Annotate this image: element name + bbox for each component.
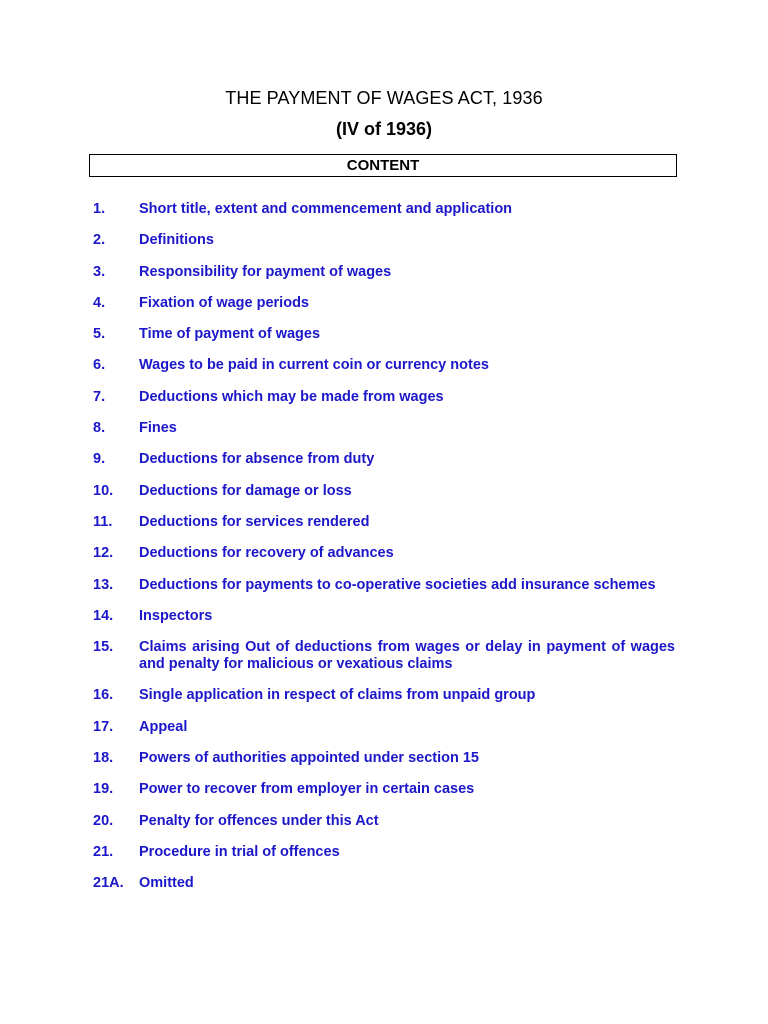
toc-item-title: Claims arising Out of deductions from wages or delay in payment of wages and penalty for malicious or vexatious claims <box>139 639 675 673</box>
toc-item <box>93 719 675 736</box>
toc-item-number: 13. <box>93 576 114 593</box>
toc-item <box>93 813 675 830</box>
toc-item-title: Procedure in trial of offences <box>139 843 340 860</box>
toc-item-title: Deductions for recovery of advances <box>139 545 394 562</box>
toc-item-number: 21A. <box>93 875 124 892</box>
toc-item-title: Fines <box>139 420 177 437</box>
toc-item <box>93 201 675 218</box>
toc-item-number: 20. <box>93 812 114 829</box>
toc-item <box>93 781 675 798</box>
toc-item-number: 4. <box>93 294 106 311</box>
toc-item-title: Time of payment of wages <box>139 326 321 343</box>
toc-item-number: 9. <box>93 451 106 468</box>
toc-item <box>93 844 675 861</box>
toc-item-number: 3. <box>93 263 106 280</box>
toc-item-number: 16. <box>93 687 114 704</box>
toc-item-title: Deductions for services rendered <box>139 513 370 530</box>
toc-item-title: Deductions for payments to co-operative societies add insurance schemes <box>139 576 656 593</box>
toc-item <box>93 451 675 468</box>
toc-item-title: Deductions for damage or loss <box>139 482 352 499</box>
toc-item-title: Deductions which may be made from wages <box>139 388 444 405</box>
document-title: THE PAYMENT OF WAGES ACT, 1936 <box>225 88 543 108</box>
toc-item-number: 6. <box>93 357 106 374</box>
toc-item-number: 12. <box>93 545 114 562</box>
toc-item <box>93 514 675 531</box>
toc-item <box>93 326 675 343</box>
toc-item <box>93 577 675 594</box>
toc-item <box>93 483 675 500</box>
toc-item-title: Deductions for absence from duty <box>139 451 375 468</box>
toc-item-number: 7. <box>93 388 106 405</box>
toc-item-title: Inspectors <box>139 607 213 624</box>
toc-item-title: Fixation of wage periods <box>139 294 309 311</box>
toc-item-number: 1. <box>93 201 106 217</box>
toc-item-number: 15. <box>93 639 114 656</box>
toc-item-title: Wages to be paid in current coin or currency notes <box>139 357 489 374</box>
toc-item-title: Definitions <box>139 232 214 249</box>
toc-item-number: 14. <box>93 607 114 624</box>
toc-item-title: Omitted <box>139 875 194 892</box>
table-of-contents <box>93 201 675 907</box>
toc-item <box>93 420 675 437</box>
document-subtitle: (IV of 1936) <box>335 119 433 139</box>
toc-item-title: Power to recover from employer in certain cases <box>139 781 475 798</box>
toc-item-title: Appeal <box>139 718 188 735</box>
toc-item-title: Penalty for offences under this Act <box>139 812 379 829</box>
toc-item-number: 5. <box>93 326 106 343</box>
toc-item <box>93 750 675 767</box>
toc-item-number: 18. <box>93 750 114 767</box>
toc-item-number: 10. <box>93 482 114 499</box>
toc-item-title: Responsibility for payment of wages <box>139 263 392 280</box>
toc-item-number: 8. <box>93 420 106 437</box>
toc-item-number: 21. <box>93 843 114 860</box>
toc-item-number: 17. <box>93 718 114 735</box>
toc-item <box>93 295 675 312</box>
toc-item <box>93 545 675 562</box>
toc-item <box>93 389 675 406</box>
toc-item-number: 2. <box>93 232 106 249</box>
toc-item-number: 11. <box>93 513 113 530</box>
toc-item <box>93 608 675 625</box>
toc-item-title: Powers of authorities appointed under section 15 <box>139 750 479 767</box>
toc-item <box>93 639 675 673</box>
toc-item <box>93 264 675 281</box>
toc-item-title: Short title, extent and commencement and application <box>139 201 513 217</box>
toc-item-title: Single application in respect of claims from unpaid group <box>139 687 536 704</box>
toc-item <box>93 357 675 374</box>
toc-item <box>93 687 675 704</box>
toc-item <box>93 875 675 892</box>
toc-item-number: 19. <box>93 781 114 798</box>
toc-item <box>93 232 675 249</box>
content-heading: CONTENT <box>89 154 677 177</box>
